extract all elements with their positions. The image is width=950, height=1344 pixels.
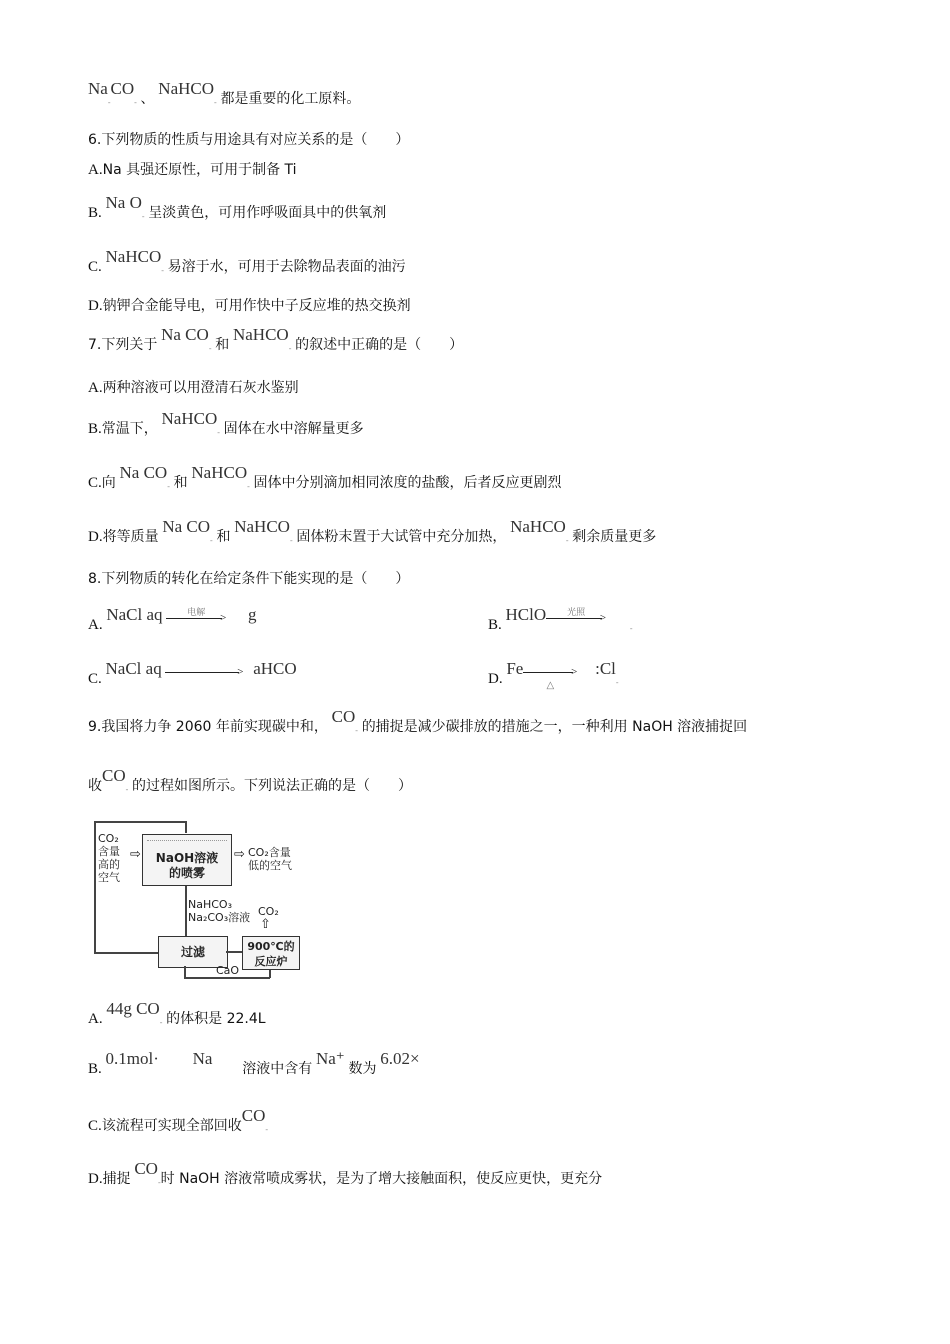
- formula-nahco3: NaHCO: [158, 79, 215, 98]
- intro-text: 都是重要的化工原料。: [220, 91, 361, 107]
- q9-option-c: C.该流程可实现全部回收CO-: [88, 1106, 269, 1134]
- q9-option-b: B. 0.1mol· Na 溶液中含有 Na⁺ 数为 6.02×: [88, 1049, 420, 1077]
- co2-capture-flow-diagram: [88, 818, 314, 984]
- arrow-right-icon: ⇨: [234, 847, 245, 862]
- q6-option-a: A.Na 具强还原性，可用于制备 Ti: [88, 162, 297, 178]
- q7-option-b: B.常温下， NaHCO- 固体在水中溶解量更多: [88, 409, 364, 437]
- arrow-up-icon: ⇧: [260, 917, 271, 932]
- filter-box: 过滤: [158, 936, 228, 968]
- q9-option-a: A. 44g CO- 的体积是 22.4L: [88, 999, 266, 1027]
- reaction-arrow: 光照 >: [546, 611, 606, 625]
- q7-option-c: C.向 Na CO- 和 NaHCO- 固体中分别滴加相同浓度的盐酸，后者反应更剧烈: [88, 463, 562, 491]
- separator: 、: [140, 91, 155, 107]
- q7-stem: 7.下列关于 Na CO- 和 NaHCO- 的叙述中正确的是（ ）: [88, 325, 464, 353]
- solution-label: NaHCO₃ Na₂CO₃溶液: [188, 898, 251, 924]
- q6-option-d: D.钠钾合金能导电，可用作快中子反应堆的热交换剂: [88, 298, 411, 314]
- q7-option-a: A.两种溶液可以用澄清石灰水鉴别: [88, 380, 299, 396]
- formula-na2co3: Na: [88, 79, 108, 98]
- input-air-label: CO₂ 含量 高的 空气: [98, 832, 120, 884]
- q9-stem-line1: 9.我国将力争 2060 年前实现碳中和， CO- 的捕捉是减少碳排放的措施之一，一种利用 NaOH 溶液捕捉回: [88, 707, 748, 735]
- q8-option-c: C. NaCl aq > aHCO: [88, 659, 297, 687]
- q8-stem: 8.下列物质的转化在给定条件下能实现的是（ ）: [88, 571, 410, 587]
- reaction-arrow: > △: [523, 665, 577, 679]
- q8-option-b: B. HClO 光照 > -: [488, 605, 633, 633]
- spray-box: NaOH溶液 的喷雾: [142, 834, 232, 886]
- reactor-box: 900℃的 反应炉: [242, 936, 300, 970]
- q6-option-c: C. NaHCO- 易溶于水，可用于去除物品表面的油污: [88, 247, 406, 275]
- reaction-arrow: >: [165, 665, 243, 679]
- formula: NaHCO: [105, 247, 162, 266]
- cao-label: CaO: [216, 964, 240, 977]
- co2-out-label: CO₂: [258, 905, 279, 918]
- output-air-label: CO₂含量 低的空气: [248, 846, 292, 872]
- reaction-arrow: 电解 >: [166, 611, 226, 625]
- formula: Na O: [105, 193, 142, 212]
- intro-line: Na-CO- 、 NaHCO- 都是重要的化工原料。: [88, 79, 361, 107]
- arrow-right-icon: ⇨: [130, 847, 141, 862]
- q8-option-a: A. NaCl aq 电解 > g: [88, 605, 257, 633]
- q9-stem-line2: 收CO- 的过程如图所示。下列说法正确的是（ ）: [88, 766, 413, 794]
- q8-option-d: D. Fe > △ :Cl-: [488, 659, 619, 691]
- q7-option-d: D.将等质量 Na CO- 和 NaHCO- 固体粉末置于大试管中充分加热， NaHCO- 剩余质量更多: [88, 517, 657, 545]
- q6-option-b: B. Na O- 呈淡黄色，可用作呼吸面具中的供氧剂: [88, 193, 387, 221]
- q9-option-d: D.捕捉 CO-时 NaOH 溶液常喷成雾状，是为了增大接触面积，使反应更快，更充分: [88, 1159, 603, 1187]
- q6-stem: 6.下列物质的性质与用途具有对应关系的是（ ）: [88, 132, 410, 148]
